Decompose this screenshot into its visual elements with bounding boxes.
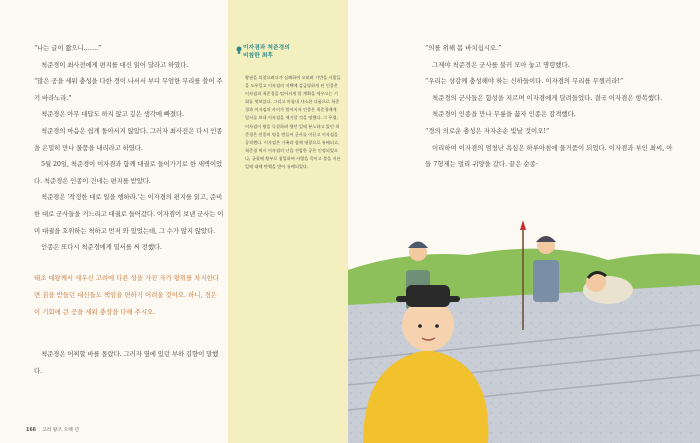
paragraph: 그제야 척준경은 군사를 불러 모아 놓고 명령했다. (432, 60, 570, 69)
right-body-text (425, 40, 675, 173)
paragraph: 척준경이 인종을 만나 무릎을 꿇자 인종은 감격했다. (432, 110, 576, 119)
secret-letter-text: 태조 대왕께서 세우신 고려에 다른 성을 가진 자가 왕위를 차지한다면 짐을 받들던 대신들도 책임을 면하기 어려울 것이오. 하니, 경은 이 기회에 큰 공을 세워 충성을 다해 주시오. (34, 274, 219, 316)
left-after-text (34, 346, 224, 379)
page-number: 166 (26, 428, 37, 433)
paragraph: “우리는 상감께 충성해야 하는 신하들이다. 이자겸의 무리를 무찔러라!” (425, 77, 624, 86)
sidebar-panel (228, 0, 348, 443)
page-footer (26, 426, 79, 433)
paragraph: 척준경은 어찌할 바를 몰랐다. 그러자 옆에 있던 부하 김향이 말했다. (34, 350, 219, 375)
sidebar-heading (243, 44, 341, 60)
lightbulb-icon (236, 46, 242, 55)
paragraph: 척준경의 군사들은 함성을 지르며 이자겸에게 달려들었다. 결국 이자겸은 항복했다. (432, 93, 663, 102)
paragraph: 척준경은 아무 대답도 하지 않고 깊은 생각에 빠졌다. (41, 110, 184, 119)
paragraph: “경의 의로운 충성은 자자손손 빛날 것이오!” (425, 126, 550, 135)
sidebar-title-1: 이자겸과 척준경의 (243, 45, 290, 51)
sidebar-body: 왕권을 되찾으려다가 실패하여 오히려 기반을 사람들을 도우일고 이자겸의 저택에 감금당하게 된 인종은 이자겸과 척준경을 떨어지게 할 계획을 세우고는 기회를 엿보았다. 그리고 마침내 사소한 다툼으로 척준경과 이자겸의 사이가 벌어지자 인종은 척준경에게 밀서를 보내 이자겸을 제거할 것을 명했다. 그 무렵, 이자겸이 왕을 독살하려 했던 일에 분노하고 있던 척준경은 인종의 명을 받들어 군사를 이끌고 이자겸을 공격했다. 이자겸은 가족과 함께 영광으로 유배되고, 척준경 역시 이자겸의 난을 진압한 공은 인정되었으나, 궁궐에 횡부로 침입하여 사람을 죽이고 불을 지른 일에 대해 탄핵을 받아 유배되었다. (245, 75, 341, 170)
paragraph: 척준경의 마음은 쉽게 돌아서지 않았다. 그러자 최사전은 다시 인종을 은밀히 만나 물품을 내리라고 하였다. (34, 126, 223, 152)
paragraph: “나는 글이 짧으니…….” (34, 44, 102, 52)
paragraph: 이리하여 이자겸의 엄청난 욕심은 하루아침에 물거품이 되었다. 이자겸과 부인 최씨, 아들 7형제는 멀리 귀양을 갔다. 끝은 순종· (425, 143, 673, 169)
illustration (348, 210, 700, 443)
footer-title: 고려 왕조 오백 년 (42, 428, 80, 433)
paragraph: 인종은 또다시 척준경에게 밀서를 써 전했다. (41, 243, 162, 252)
sidebar-title-2: 비참한 최후 (243, 53, 274, 59)
paragraph: 척준경이 최사전에게 편지를 대신 읽어 달라고 하였다. (41, 60, 189, 69)
left-body-text (34, 40, 224, 256)
paragraph: 척준경은 ‘작정한 대로 일을 행하라.’는 이자겸의 편지를 읽고, 준비한 대로 군사들을 거느리고 대궐로 들어갔다. 이자겸이 보낸 군사는 이미 대궐을 호위하는 척하고 먼저 와 있었는데, 그 수가 많지 않았다. (34, 193, 224, 235)
paragraph: “많은 공을 세워 충성을 다한 경이 나서서 부디 무엄한 무리를 쓸어 주기 바라노라.” (34, 77, 223, 102)
paragraph: “의를 위해 몸 바치십시오.” (425, 44, 502, 52)
paragraph: 5월 20일, 척준경이 이자겸과 함께 대궐로 들어가기로 한 새벽이었다. 척준경은 인종이 건네는 편지를 받았다. (34, 160, 223, 185)
